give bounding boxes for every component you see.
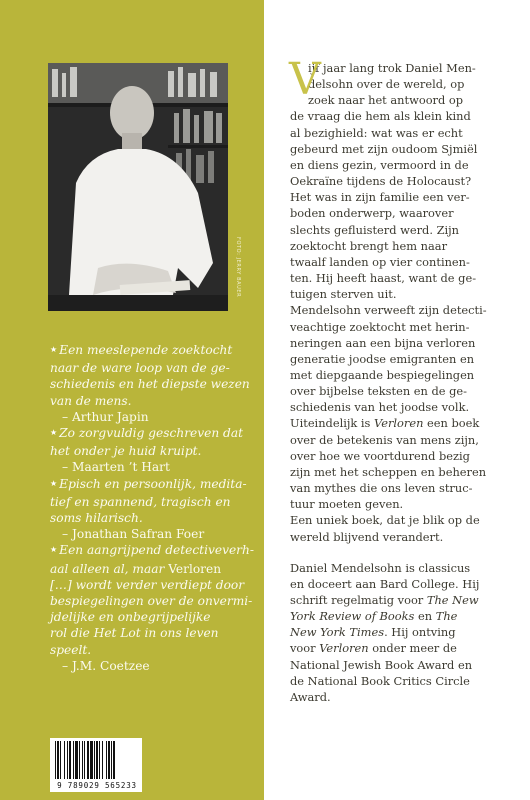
text-line: over de betekenis van mens zijn, <box>290 432 479 447</box>
bio-line: Daniel Mendelsohn is classicus <box>290 560 471 575</box>
left-panel <box>0 0 264 800</box>
text-line: delsohn over de wereld, op <box>308 77 465 92</box>
quote-author: – Maarten ’t Hart <box>62 460 170 475</box>
quote-line: ★ Een aangrijpend detectiveverh- <box>50 543 254 558</box>
barcode-bar <box>73 741 74 779</box>
text-line: Een uniek boek, dat je blik op de <box>290 513 480 528</box>
text-line: Het was in zijn familie een ver- <box>290 190 470 205</box>
barcode-bar <box>67 741 68 779</box>
text-line: over bijbelse teksten en de ge- <box>290 384 468 399</box>
barcode-bar <box>111 741 112 779</box>
quote-line: aal alleen al, maar Verloren <box>50 561 222 576</box>
review-quotes <box>50 342 260 674</box>
quote-line: ★ Zo zorgvuldig geschreven dat <box>50 426 244 441</box>
barcode-bar <box>90 741 93 779</box>
text-line: tuur moeten geven. <box>290 497 404 512</box>
barcode-bar <box>113 741 115 779</box>
bio-line: voor Verloren onder meer de <box>290 641 457 656</box>
barcode-bar <box>82 741 83 779</box>
text-line: zoektocht brengt hem naar <box>290 238 448 253</box>
quote-author: – Jonathan Safran Foer <box>62 527 205 542</box>
author-portrait-image <box>48 63 228 311</box>
quote-line: rol die Het Lot in ons leven <box>50 626 219 641</box>
star-icon: ★ <box>50 478 58 488</box>
bio-line: National Jewish Book Award en <box>290 657 473 672</box>
quote-foer <box>50 476 260 543</box>
quote-line: […] wordt verder verdiept door <box>50 577 245 592</box>
star-icon: ★ <box>50 345 58 354</box>
author-bio <box>290 560 520 705</box>
text-line: de vraag die hem als klein kind <box>290 109 471 124</box>
barcode-bars <box>55 741 137 781</box>
barcode-bar <box>99 741 100 779</box>
quote-line: naar de ware loop van de ge- <box>50 361 230 376</box>
quote-line: soms hilarisch. <box>50 511 143 526</box>
author-photo <box>48 63 228 311</box>
book-title-word: Verloren <box>168 561 222 576</box>
text-line: Mendelsohn verweeft zijn detecti- <box>290 303 487 318</box>
quote-line: het onder je huid kruipt. <box>50 444 202 459</box>
text-line: gebeurd met zijn oudoom Sjmiël <box>290 141 478 156</box>
bio-line: York Review of Books en The <box>290 609 458 624</box>
quote-line: jdelijke en onbegrijpelijke <box>50 610 211 625</box>
quote-author: – J.M. Coetzee <box>62 658 150 673</box>
photo-credit: FOTO: JERRY BAUER <box>235 237 241 298</box>
text-line: ten. Hij heeft haast, want de ge- <box>290 271 477 286</box>
description-column <box>289 54 520 705</box>
bio-line: de National Book Critics Circle <box>290 673 470 688</box>
quote-japin <box>50 342 260 425</box>
quote-line: bespiegelingen over de onvermi- <box>50 594 253 609</box>
barcode-bar <box>60 741 61 779</box>
barcode-bar <box>84 741 85 779</box>
text-line: neringen aan een bijna verloren <box>290 335 476 350</box>
barcode-number: 9 789029 565233 <box>57 781 137 790</box>
star-icon: ★ <box>50 545 58 555</box>
bio-line: schrift regelmatig voor The New <box>290 593 479 607</box>
bio-line: Award. <box>290 689 331 704</box>
bio-line: New York Times. Hij ontving <box>290 625 456 640</box>
quote-line: tief en spannend, tragisch en <box>50 494 231 509</box>
barcode-bar <box>69 741 71 779</box>
text-line: wereld blijvend verandert. <box>290 529 444 544</box>
quote-coetzee <box>50 542 260 674</box>
barcode-bar <box>87 741 89 779</box>
text-line: over hoe we voortdurend bezig <box>290 448 470 463</box>
main-description <box>289 54 520 415</box>
text-line: al bezighield: wat was er echt <box>290 125 463 140</box>
quote-line: ★ Een meeslepende zoektocht <box>50 343 233 357</box>
quote-line: schiedenis en het diepste wezen <box>50 377 250 392</box>
barcode-bar <box>102 741 103 779</box>
quote-author: – Arthur Japin <box>62 409 149 424</box>
drop-cap: V <box>289 54 321 105</box>
text-line: boden onderwerp, waarover <box>290 206 454 221</box>
barcode-bar <box>96 741 98 779</box>
text-line: schiedenis van het joodse volk. <box>290 400 470 415</box>
text-line: slechts gefluisterd werd. Zijn <box>290 222 460 237</box>
text-line: Oekraïne tijdens de Holocaust? <box>290 174 472 189</box>
barcode-bar <box>108 741 110 779</box>
text-line: met diepgaande bespiegelingen <box>290 367 475 382</box>
quote-line: speelt. <box>50 642 92 657</box>
quote-line: van de mens. <box>50 393 132 408</box>
text-line: zijn met het scheppen en beheren <box>290 464 487 479</box>
text-line: van mythes die ons leven struc- <box>290 481 473 496</box>
text-line: twaalf landen op vier continen- <box>290 254 470 269</box>
text-line: zoek naar het antwoord op <box>308 93 464 108</box>
main-description-cont <box>290 432 520 545</box>
barcode-bar <box>94 741 95 779</box>
quote-hart <box>50 425 260 476</box>
quote-line: ★ Episch en persoonlijk, medita- <box>50 476 247 491</box>
barcode-bar <box>75 741 78 779</box>
barcode-bar <box>64 741 65 779</box>
bio-line: en doceert aan Bard College. Hij <box>290 576 480 591</box>
isbn-barcode <box>50 738 142 792</box>
text-line: tuigen sterven uit. <box>290 287 397 302</box>
barcode-bar <box>79 741 80 779</box>
star-icon: ★ <box>50 428 58 438</box>
barcode-bar <box>106 741 107 779</box>
text-line: ijf jaar lang trok Daniel Men- <box>308 61 476 75</box>
text-line: veachtige zoektocht met herin- <box>290 319 470 334</box>
barcode-bar <box>57 741 59 779</box>
text-line: Uiteindelijk is Verloren een boek <box>290 416 480 431</box>
text-line: en diens gezin, vermoord in de <box>290 157 469 172</box>
barcode-bar <box>55 741 56 779</box>
text-line: generatie joodse emigranten en <box>290 351 475 366</box>
